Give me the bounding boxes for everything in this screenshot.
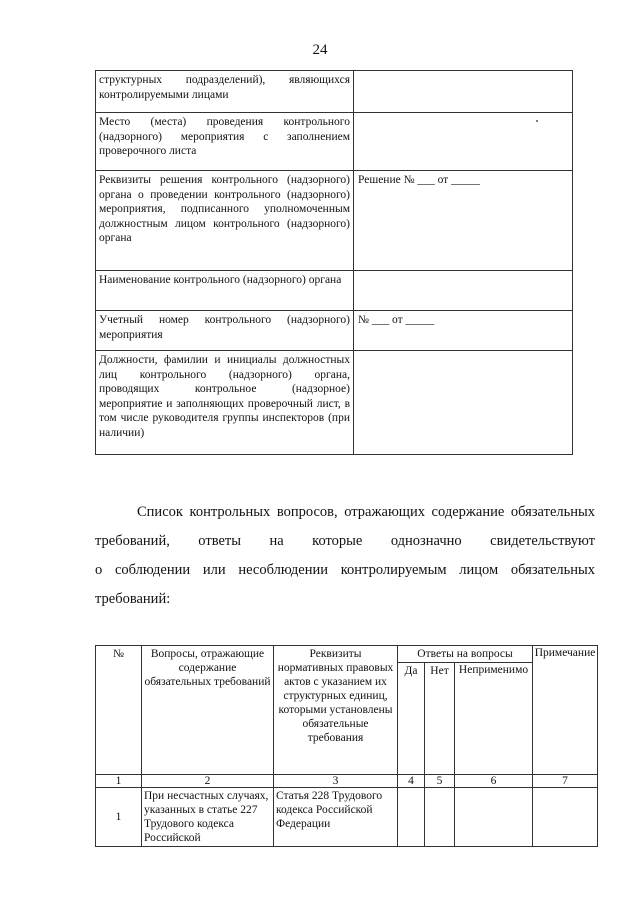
row-note[interactable]: [533, 788, 598, 847]
info-value: [354, 71, 573, 113]
info-value: № ___ от _____: [354, 311, 573, 351]
intro-line: о соблюдении или несоблюдении контролируемым лицом обязательных: [95, 562, 595, 578]
info-row: [96, 271, 573, 311]
info-row: [96, 311, 573, 351]
header-not-applicable: Неприменимо: [455, 663, 533, 775]
row-no-answer[interactable]: [425, 788, 455, 847]
info-label: Наименование контрольного (надзорного) органа: [96, 271, 354, 311]
info-row: [96, 71, 573, 113]
row-yes[interactable]: [398, 788, 425, 847]
info-value: [354, 271, 573, 311]
info-value: Решение № ___ от _____: [354, 171, 573, 271]
column-number: 7: [533, 775, 598, 788]
column-number: 1: [96, 775, 142, 788]
table-row: [96, 788, 598, 847]
row-number: 1: [96, 788, 142, 847]
column-number: 4: [398, 775, 425, 788]
header-question: Вопросы, отражающие содержание обязательных требований: [142, 646, 274, 775]
info-label: Учетный номер контрольного (надзорного) мероприятия: [96, 311, 354, 351]
row-requisites: Статья 228 Трудового кодекса Российской Федерации: [274, 788, 398, 847]
checklist-intro: [95, 498, 595, 614]
info-value: [354, 351, 573, 455]
column-number-row: [96, 775, 598, 788]
checklist-table: [95, 645, 598, 847]
intro-line: требований, ответы на которые однозначно свидетельствуют: [95, 533, 595, 549]
row-question: При несчастных случаях, указанных в статье 227 Трудового кодекса Российской: [142, 788, 274, 847]
info-label: Место (места) проведения контрольного (надзорного) мероприятия с заполнением проверочного листа: [96, 113, 354, 171]
column-number: 3: [274, 775, 398, 788]
header-no: №: [96, 646, 142, 775]
header-no-answer: Нет: [425, 663, 455, 775]
column-number: 6: [455, 775, 533, 788]
header-yes: Да: [398, 663, 425, 775]
info-label: структурных подразделений), являющихся контролируемыми лицами: [96, 71, 354, 113]
info-table: [95, 70, 573, 455]
header-note: Примечание: [533, 646, 598, 775]
column-number: 2: [142, 775, 274, 788]
info-label: Должности, фамилии и инициалы должностных лиц контрольного (надзорного) органа, проводящих контрольное (надзорное) мероприятие и заполняющих проверочный лист, в том числе руководителя группы инспекторов (при наличии): [96, 351, 354, 455]
row-not-applicable[interactable]: [455, 788, 533, 847]
info-value: [354, 113, 573, 171]
info-row: [96, 351, 573, 455]
info-label: Реквизиты решения контрольного (надзорного) органа о проведении контрольного (надзорного) мероприятия, подписанного уполномоченным должностным лицом контрольного (надзорного) органа: [96, 171, 354, 271]
info-row: [96, 113, 573, 171]
intro-line: Список контрольных вопросов, отражающих содержание обязательных: [137, 504, 595, 520]
header-answers: Ответы на вопросы: [398, 646, 533, 663]
header-requisites: Реквизиты нормативных правовых актов с указанием их структурных единиц, которыми установлены обязательные требования: [274, 646, 398, 775]
column-number: 5: [425, 775, 455, 788]
page-number: 24: [312, 42, 328, 58]
info-row: [96, 171, 573, 271]
header-row: [96, 646, 598, 663]
intro-line: требований:: [95, 591, 171, 607]
